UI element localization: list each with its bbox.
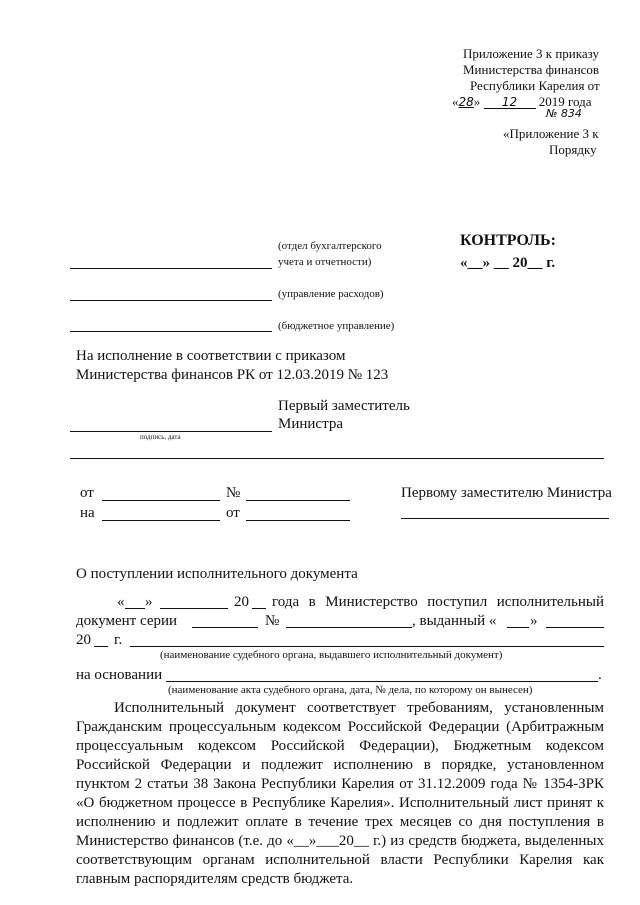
date-open-quote: « <box>452 94 459 109</box>
appendix-line-1: «Приложение 3 к <box>503 126 599 141</box>
department-label-2: (управление расходов) <box>278 288 384 300</box>
body-l2-number-label: № <box>265 613 280 629</box>
from-label: от <box>80 485 94 501</box>
subject-line: О поступлении исполнительного документа <box>76 566 358 582</box>
issued-month-field[interactable] <box>546 627 604 628</box>
appendix-line-2: Порядку <box>549 142 597 157</box>
signature-line <box>70 431 272 432</box>
section-separator <box>70 458 604 459</box>
department-label-1b: учета и отчетности) <box>278 256 372 268</box>
court-act-caption: (наименование акта судебного органа, дата, № дела, по которому он вынесен) <box>168 684 533 696</box>
signatory-title-2: Министра <box>278 416 343 432</box>
court-act-field[interactable] <box>166 681 598 682</box>
issued-year-field[interactable] <box>94 646 108 647</box>
department-label-1a: (отдел бухгалтерского <box>278 240 382 252</box>
to-number-field[interactable] <box>102 520 220 521</box>
date-month-handwritten: 12 <box>484 96 536 109</box>
ot-label: от <box>226 505 240 521</box>
signature-caption: подпись, дата <box>140 433 181 441</box>
series-field[interactable] <box>192 627 258 628</box>
document-number-field[interactable] <box>286 627 412 628</box>
header-line-3: Республики Карелия от <box>470 78 600 93</box>
body-l3-g: г. <box>114 632 123 648</box>
basis-end: . <box>598 667 602 683</box>
number-field[interactable] <box>246 500 350 501</box>
execution-line-2: Министерства финансов РК от 12.03.2019 № 123 <box>76 367 389 383</box>
body-l1-quote-close: » <box>145 594 153 610</box>
department-line-2 <box>70 300 272 301</box>
date-day-handwritten: 28 <box>458 95 474 109</box>
number-label: № <box>226 485 241 501</box>
control-date: «__» __ 20__ г. <box>460 255 556 271</box>
receipt-year-field[interactable] <box>252 608 266 609</box>
addressee: Первому заместителю Министра <box>401 485 612 501</box>
basis-label: на основании <box>76 667 163 683</box>
date-year: 2019 года <box>538 94 592 109</box>
to-label: на <box>80 505 95 521</box>
body-l1-year: 20 <box>234 594 249 610</box>
header-line-2: Министерства финансов <box>463 62 600 77</box>
body-l2-issued-label: , выданный « <box>412 613 497 629</box>
ot-date-field[interactable] <box>246 520 350 521</box>
body-l3-year: 20 <box>76 632 91 648</box>
body-l1-quote-open: « <box>117 594 125 610</box>
issued-day-field[interactable] <box>507 627 529 628</box>
execution-line-1: На исполнение в соответствии с приказом <box>76 348 346 364</box>
court-name-caption: (наименование судебного органа, выдавшего исполнительный документ) <box>160 649 503 661</box>
from-date-field[interactable] <box>102 500 220 501</box>
department-label-3: (бюджетное управление) <box>278 320 395 332</box>
date-close-quote: » <box>473 94 481 109</box>
body-paragraph: Исполнительный документ соответствует требованиям, установленным Гражданским процессуальным кодексом Российской Федерации (Арбитражным процессуальным кодексом Российской Федерации), Бюджетным кодексом Российской Федерации и подлежит исполнению в порядке, установленном пунктом 2 статьи 38 Закона Республики Карелия от 31.12.2009 года № 1354-ЗРК «О бюджетном процессе в Республике Карелия». Исполнительный лист принят к исполнению и подлежит оплате в течение трех месяцев со дня поступления в Министерство финансов (т.е. до «__»___20__ г.) из средств бюджета, выделенных соответствующим органам исполнительной власти Республики Карелия как главным распорядителям средств бюджета. <box>76 700 604 887</box>
control-title: КОНТРОЛЬ: <box>460 232 556 249</box>
department-line-1 <box>70 268 272 269</box>
body-l2-quote-close: » <box>530 613 538 629</box>
header-line-1: Приложение 3 к приказу <box>463 46 600 61</box>
signatory-title-1: Первый заместитель <box>278 398 410 414</box>
receipt-month-field[interactable] <box>160 608 228 609</box>
receipt-day-field[interactable] <box>125 608 145 609</box>
body-l2-series-label: документ серии <box>76 613 178 629</box>
body-l1-text: года в Министерство поступил исполнительный <box>272 594 604 610</box>
addressee-line <box>401 518 609 519</box>
department-line-3 <box>70 331 272 332</box>
order-number-handwritten: № 834 <box>546 107 582 120</box>
court-name-field[interactable] <box>130 646 604 647</box>
